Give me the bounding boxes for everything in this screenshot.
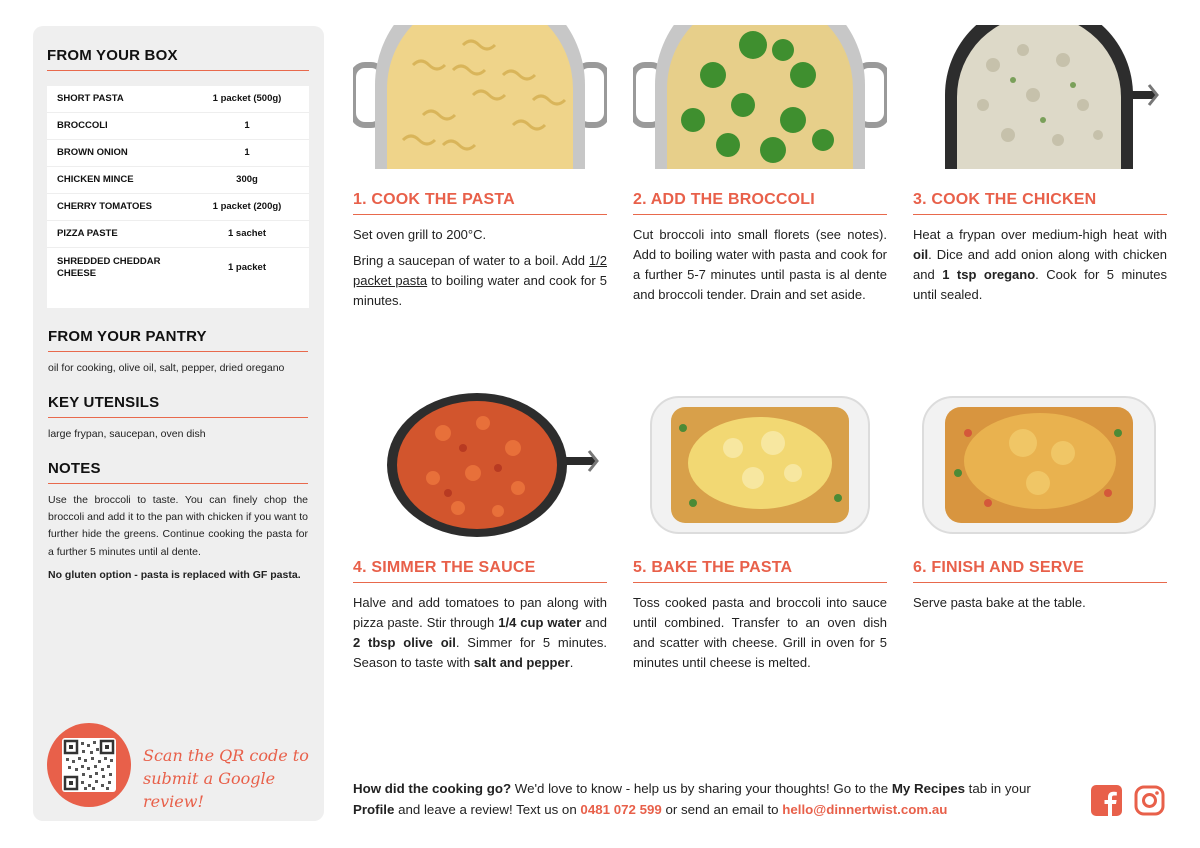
facebook-icon — [1091, 785, 1122, 816]
sauce-frypan-image — [353, 393, 607, 537]
ingredient-row — [47, 140, 309, 167]
step-5-text: Toss cooked pasta and broccoli into sauce until combined. Transfer to an oven dish and scatter with cheese. Grill in oven for 5 minutes until cheese is melted. — [633, 595, 887, 670]
step-1-text-2: Bring a saucepan of water to a boil. Add 1/2 packet pasta to boiling water and cook for 5 minutes. — [353, 253, 607, 308]
step-1 — [353, 25, 607, 311]
qr-code[interactable] — [62, 738, 116, 792]
ingredient-row — [47, 113, 309, 140]
pasta-bake-image — [913, 393, 1167, 537]
notes-gluten-free: No gluten option - pasta is replaced with GF pasta. — [48, 568, 301, 581]
qr-code-icon — [62, 738, 116, 792]
ingredient-row — [47, 221, 309, 248]
notes-section — [48, 460, 308, 584]
pantry-text: oil for cooking, olive oil, salt, pepper, dried oregano — [48, 362, 285, 374]
ingredient-qty: 1 packet — [227, 262, 267, 273]
step-3 — [913, 25, 1167, 305]
pantry-section — [48, 328, 308, 377]
step-3-photo — [913, 25, 1167, 169]
qr-caption-line1: Scan the QR code to — [143, 746, 309, 765]
qr-badge — [47, 723, 131, 807]
oven-dish-cheese-image — [633, 393, 887, 537]
email-link[interactable]: hello@dinnertwist.com.au — [782, 802, 948, 817]
profile-ref: Profile — [353, 802, 395, 817]
step-1-body — [353, 225, 607, 311]
sidebar — [33, 26, 324, 821]
step-3-title: 3. COOK THE CHICKEN — [913, 191, 1167, 215]
step-2-photo — [633, 25, 887, 169]
ingredient-row — [47, 194, 309, 221]
step-5-title: 5. BAKE THE PASTA — [633, 559, 887, 583]
ingredient-row — [47, 248, 309, 288]
from-your-box-title: FROM YOUR BOX — [47, 47, 309, 71]
step-2-title: 2. ADD THE BROCCOLI — [633, 191, 887, 215]
ingredient-qty: 1 packet (500g) — [212, 93, 282, 104]
step-1-pasta-amount: 1/2 packet pasta — [353, 253, 607, 288]
step-4-photo — [353, 393, 607, 537]
step-4-body — [353, 593, 607, 673]
ingredient-qty: 1 sachet — [227, 228, 267, 239]
review-footer: How did the cooking go? We'd love to know - help us by sharing your thoughts! Go to the My Recipes tab in your Profile and leave a review! Text us on 0481 072 599 or send an email to hello@dinnertwist.com.au — [353, 781, 1031, 817]
step-6 — [913, 393, 1167, 613]
step-4-text: Halve and add tomatoes to pan along with pizza paste. Stir through 1/4 cup water and 2 tbsp olive oil. Simmer for 5 minutes. Season to taste with salt and pepper. — [353, 595, 608, 670]
step-3-body — [913, 225, 1167, 305]
footer-question: How did the cooking go? — [353, 781, 512, 796]
ingredient-name: PIZZA PASTE — [57, 228, 118, 239]
ingredient-name: SHORT PASTA — [57, 93, 124, 104]
step-6-photo — [913, 393, 1167, 537]
ingredient-qty: 300g — [236, 174, 258, 185]
ingredient-name: BROWN ONION — [57, 147, 128, 158]
step-4-title: 4. SIMMER THE SAUCE — [353, 559, 607, 583]
ingredient-name: SHREDDED CHEDDAR CHEESE — [57, 256, 161, 279]
step-4 — [353, 393, 607, 673]
my-recipes-tab-ref: My Recipes — [891, 781, 965, 796]
step-2-body — [633, 225, 887, 305]
broccoli-pot-image — [633, 25, 887, 169]
step-5 — [633, 393, 887, 673]
step-2-text: Cut broccoli into small florets (see notes). Add to boiling water with pasta and cook for a further 5-7 minutes until pasta is al dente and broccoli tender. Drain and set aside. — [633, 227, 887, 302]
facebook-link[interactable] — [1091, 785, 1122, 821]
instagram-icon — [1134, 785, 1165, 816]
qr-caption — [143, 744, 313, 813]
step-5-body — [633, 593, 887, 673]
utensils-title: KEY UTENSILS — [48, 394, 308, 418]
from-your-box-section — [47, 47, 309, 71]
phone-number[interactable]: 0481 072 599 — [580, 802, 662, 817]
pasta-pot-image — [353, 25, 607, 169]
instagram-link[interactable] — [1134, 785, 1165, 821]
ingredient-qty: 1 packet (200g) — [212, 201, 282, 212]
ingredient-name: BROCCOLI — [57, 120, 108, 131]
qr-caption-line2: submit a Google review! — [143, 769, 276, 811]
notes-title: NOTES — [48, 460, 308, 484]
step-1-text-1: Set oven grill to 200°C. — [353, 227, 487, 242]
ingredient-qty: 1 — [244, 120, 250, 131]
step-1-photo — [353, 25, 607, 169]
chicken-frypan-image — [913, 25, 1167, 169]
step-3-text: Heat a frypan over medium-high heat with oil. Dice and add onion along with chicken and 1 tsp oregano. Cook for 5 minutes until sealed. — [913, 227, 1167, 302]
step-6-title: 6. FINISH AND SERVE — [913, 559, 1167, 583]
ingredient-qty: 1 — [244, 147, 250, 158]
utensils-section — [48, 394, 308, 443]
ingredients-table — [47, 86, 309, 308]
pantry-title: FROM YOUR PANTRY — [48, 328, 308, 352]
ingredient-name: CHICKEN MINCE — [57, 174, 134, 185]
step-1-title: 1. COOK THE PASTA — [353, 191, 607, 215]
ingredient-row — [47, 86, 309, 113]
utensils-text: large frypan, saucepan, oven dish — [48, 428, 206, 440]
step-6-body — [913, 593, 1167, 613]
step-5-photo — [633, 393, 887, 537]
ingredient-row — [47, 167, 309, 194]
notes-text: Use the broccoli to taste. You can finely chop the broccoli and add it to the pan with chicken if you want to further hide the greens. Continue cooking the pasta for a further 5 minutes until al dente. — [48, 494, 308, 558]
step-6-text: Serve pasta bake at the table. — [913, 595, 1086, 610]
ingredient-name: CHERRY TOMATOES — [57, 201, 153, 212]
step-2 — [633, 25, 887, 305]
